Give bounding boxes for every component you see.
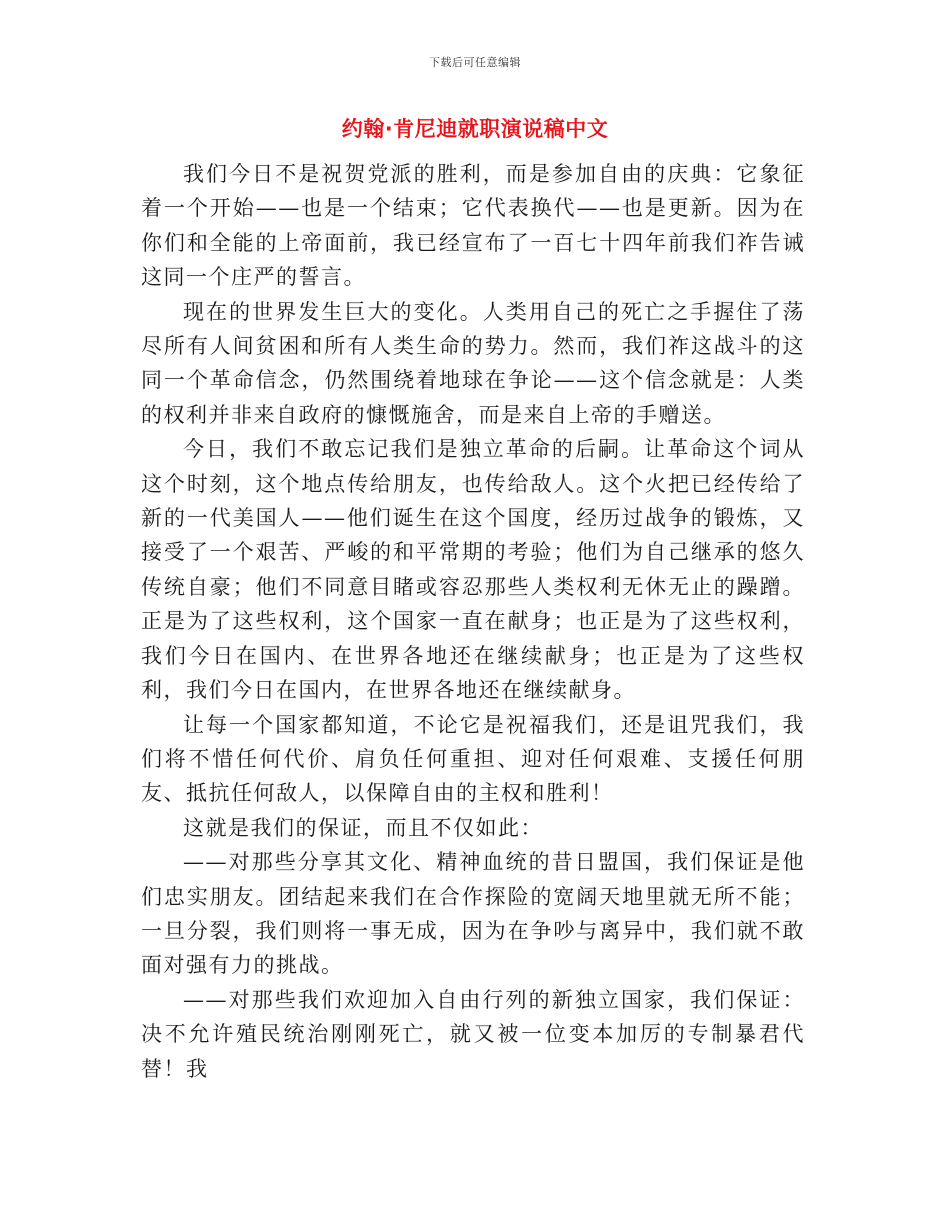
paragraph: 我们今日不是祝贺党派的胜利，而是参加自由的庆典：它象征着一个开始——也是一个结束；它代表换代——也是更新。因为在你们和全能的上帝面前，我已经宣布了一百七十四年前我们祚告诫这同一个庄严的誓言。 (141, 162, 805, 290)
paragraph: 现在的世界发生巨大的变化。人类用自己的死亡之手握住了荡尽所有人间贫困和所有人类生命的势力。然而，我们祚这战斗的这同一个革命信念，仍然围绕着地球在争论——这个信念就是：人类的权利并非来自政府的慷慨施舍，而是来自上帝的手赠送。 (141, 299, 805, 427)
document-body (141, 157, 805, 1086)
paragraph: 让每一个国家都知道，不论它是祝福我们，还是诅咒我们，我们将不惜任何代价、肩负任何重担、迎对任何艰难、支援任何朋友、抵抗任何敌人，以保障自由的主权和胜利！ (141, 712, 805, 806)
paragraph: 今日，我们不敢忘记我们是独立革命的后嗣。让革命这个词从这个时刻，这个地点传给朋友，也传给敌人。这个火把已经传给了新的一代美国人——他们诞生在这个国度，经历过战争的锻炼，又接受了一个艰苦、严峻的和平常期的考验；他们为自己继承的悠久传统自豪；他们不同意目睹或容忍那些人类权利无休无止的躁蹭。正是为了这些权利，这个国家一直在献身；也正是为了这些权利，我们今日在国内、在世界各地还在继续献身；也正是为了这些权利，我们今日在国内，在世界各地还在继续献身。 (141, 437, 805, 703)
document-title: 约翰·肯尼迪就职演说稿中文 (341, 117, 609, 141)
paragraph: 这就是我们的保证，而且不仅如此： (183, 815, 543, 840)
header-note: 下载后可任意编辑 (429, 56, 521, 69)
paragraph: ——对那些分享其文化、精神血统的昔日盟国，我们保证是他们忠实朋友。团结起来我们在合作探险的宽阔天地里就无所不能；一旦分裂，我们则将一事无成，因为在争吵与离异中，我们就不敢面对强有力的挑战。 (141, 850, 805, 978)
paragraph: ——对那些我们欢迎加入自由行列的新独立国家，我们保证：决不允许殖民统治刚刚死亡，就又被一位变本加厉的专制暴君代替！我 (141, 987, 805, 1081)
